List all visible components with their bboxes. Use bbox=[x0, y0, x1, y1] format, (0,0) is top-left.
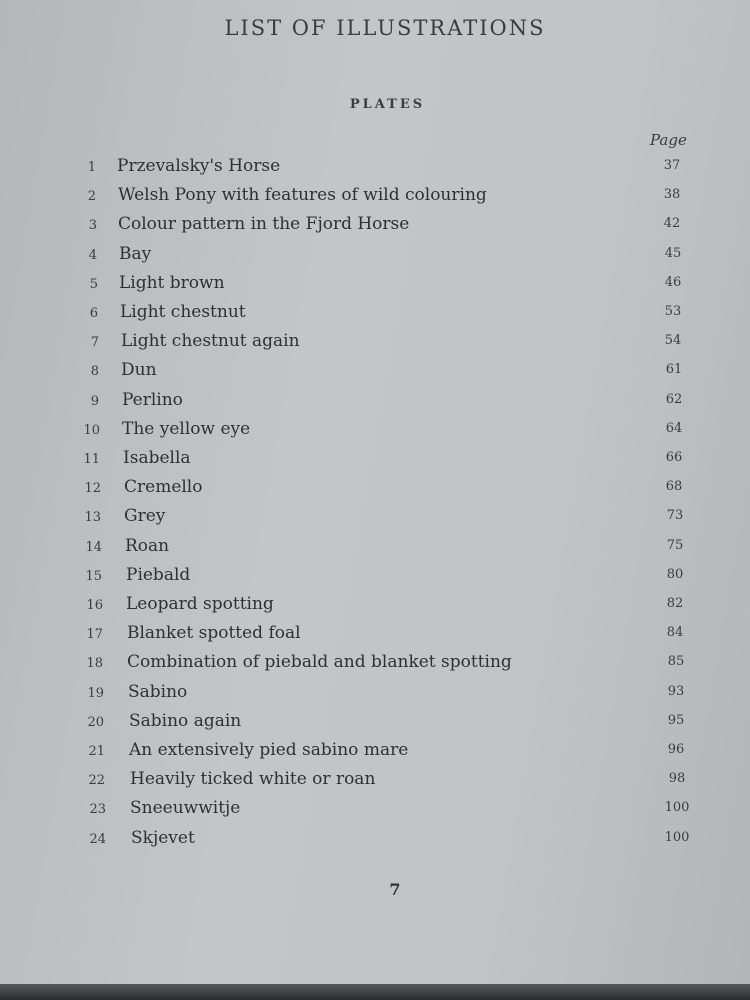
plate-number: 5 bbox=[89, 277, 98, 292]
list-item bbox=[0, 769, 750, 793]
list-item bbox=[0, 798, 750, 822]
plate-title: Dun bbox=[121, 360, 157, 380]
plate-number: 17 bbox=[86, 627, 103, 642]
plate-page: 100 bbox=[664, 830, 690, 845]
list-item bbox=[0, 477, 750, 501]
plate-title: Colour pattern in the Fjord Horse bbox=[118, 214, 410, 234]
plate-page: 93 bbox=[667, 684, 685, 699]
plate-title: Przevalsky's Horse bbox=[117, 156, 281, 176]
plate-page: 42 bbox=[663, 216, 681, 231]
plate-title: Welsh Pony with features of wild colouring bbox=[118, 185, 487, 205]
plate-number: 13 bbox=[84, 510, 101, 525]
plate-number: 23 bbox=[89, 802, 106, 817]
plate-title: Perlino bbox=[122, 390, 183, 410]
list-item bbox=[0, 302, 750, 326]
plate-number: 8 bbox=[90, 364, 99, 379]
list-item bbox=[0, 331, 750, 355]
plate-number: 14 bbox=[85, 540, 102, 555]
plate-number: 15 bbox=[85, 569, 102, 584]
plate-number: 1 bbox=[87, 160, 96, 175]
plate-title: Blanket spotted foal bbox=[127, 623, 301, 643]
list-item bbox=[0, 536, 750, 560]
plate-title: Isabella bbox=[123, 448, 191, 468]
list-item bbox=[0, 506, 750, 530]
list-item bbox=[0, 390, 750, 414]
plate-number: 3 bbox=[88, 218, 97, 233]
plate-page: 96 bbox=[667, 742, 685, 757]
plate-number: 20 bbox=[87, 715, 104, 730]
page-bottom-edge bbox=[0, 984, 750, 1000]
plate-title: The yellow eye bbox=[122, 419, 251, 439]
plate-page: 75 bbox=[666, 538, 684, 553]
plate-title: Cremello bbox=[124, 477, 203, 497]
plate-page: 37 bbox=[663, 158, 681, 173]
plate-title: An extensively pied sabino mare bbox=[129, 740, 409, 760]
plate-number: 24 bbox=[89, 832, 106, 847]
list-item bbox=[0, 711, 750, 735]
plate-page: 61 bbox=[665, 362, 683, 377]
list-item bbox=[0, 273, 750, 297]
plate-title: Sabino bbox=[128, 682, 188, 702]
plate-title: Light chestnut bbox=[120, 302, 246, 322]
list-item bbox=[0, 828, 750, 852]
plate-title: Sneeuwwitje bbox=[130, 798, 241, 818]
plate-page: 100 bbox=[664, 800, 690, 815]
plate-number: 18 bbox=[86, 656, 103, 671]
plate-page: 38 bbox=[663, 187, 681, 202]
plate-page: 46 bbox=[664, 275, 682, 290]
plate-title: Grey bbox=[124, 506, 166, 526]
plate-number: 22 bbox=[88, 773, 105, 788]
list-item bbox=[0, 448, 750, 472]
plate-number: 16 bbox=[86, 598, 103, 613]
plate-page: 54 bbox=[664, 333, 682, 348]
list-item bbox=[0, 594, 750, 618]
list-item bbox=[0, 214, 750, 238]
plate-title: Roan bbox=[125, 536, 170, 556]
list-item bbox=[0, 682, 750, 706]
list-item bbox=[0, 360, 750, 384]
list-item bbox=[0, 652, 750, 676]
plate-title: Light chestnut again bbox=[121, 331, 300, 351]
plate-page: 66 bbox=[665, 450, 683, 465]
plate-page: 80 bbox=[666, 567, 684, 582]
plate-page: 98 bbox=[668, 771, 686, 786]
section-heading: PLATES bbox=[349, 97, 426, 112]
list-item bbox=[0, 156, 750, 180]
plate-page: 95 bbox=[667, 713, 685, 728]
plate-title: Combination of piebald and blanket spotting bbox=[127, 652, 512, 672]
plate-title: Heavily ticked white or roan bbox=[130, 769, 376, 789]
plate-page: 84 bbox=[666, 625, 684, 640]
page-column-label: Page bbox=[650, 131, 687, 149]
plate-title: Skjevet bbox=[131, 828, 195, 848]
plate-number: 11 bbox=[83, 452, 100, 467]
plate-page: 62 bbox=[665, 392, 683, 407]
plate-page: 68 bbox=[665, 479, 683, 494]
plate-number: 10 bbox=[83, 423, 100, 438]
plate-title: Leopard spotting bbox=[126, 594, 274, 614]
plate-page: 85 bbox=[667, 654, 685, 669]
list-item bbox=[0, 623, 750, 647]
plate-title: Piebald bbox=[126, 565, 191, 585]
plate-page: 45 bbox=[664, 246, 682, 261]
plate-number: 7 bbox=[90, 335, 99, 350]
list-item bbox=[0, 565, 750, 589]
plate-page: 64 bbox=[665, 421, 683, 436]
page-heading: LIST OF ILLUSTRATIONS bbox=[224, 16, 546, 40]
plate-number: 6 bbox=[89, 306, 98, 321]
plate-title: Bay bbox=[119, 244, 152, 264]
plate-number: 9 bbox=[90, 394, 99, 409]
list-item bbox=[0, 244, 750, 268]
page-number: 7 bbox=[389, 880, 401, 899]
plate-title: Sabino again bbox=[129, 711, 242, 731]
plate-number: 2 bbox=[87, 189, 96, 204]
plate-number: 12 bbox=[84, 481, 101, 496]
list-item bbox=[0, 419, 750, 443]
list-item bbox=[0, 185, 750, 209]
plate-number: 21 bbox=[88, 744, 105, 759]
list-item bbox=[0, 740, 750, 764]
plate-page: 82 bbox=[666, 596, 684, 611]
plate-number: 19 bbox=[87, 686, 104, 701]
plate-title: Light brown bbox=[119, 273, 225, 293]
plate-page: 53 bbox=[664, 304, 682, 319]
plate-page: 73 bbox=[666, 508, 684, 523]
plate-number: 4 bbox=[88, 248, 97, 263]
